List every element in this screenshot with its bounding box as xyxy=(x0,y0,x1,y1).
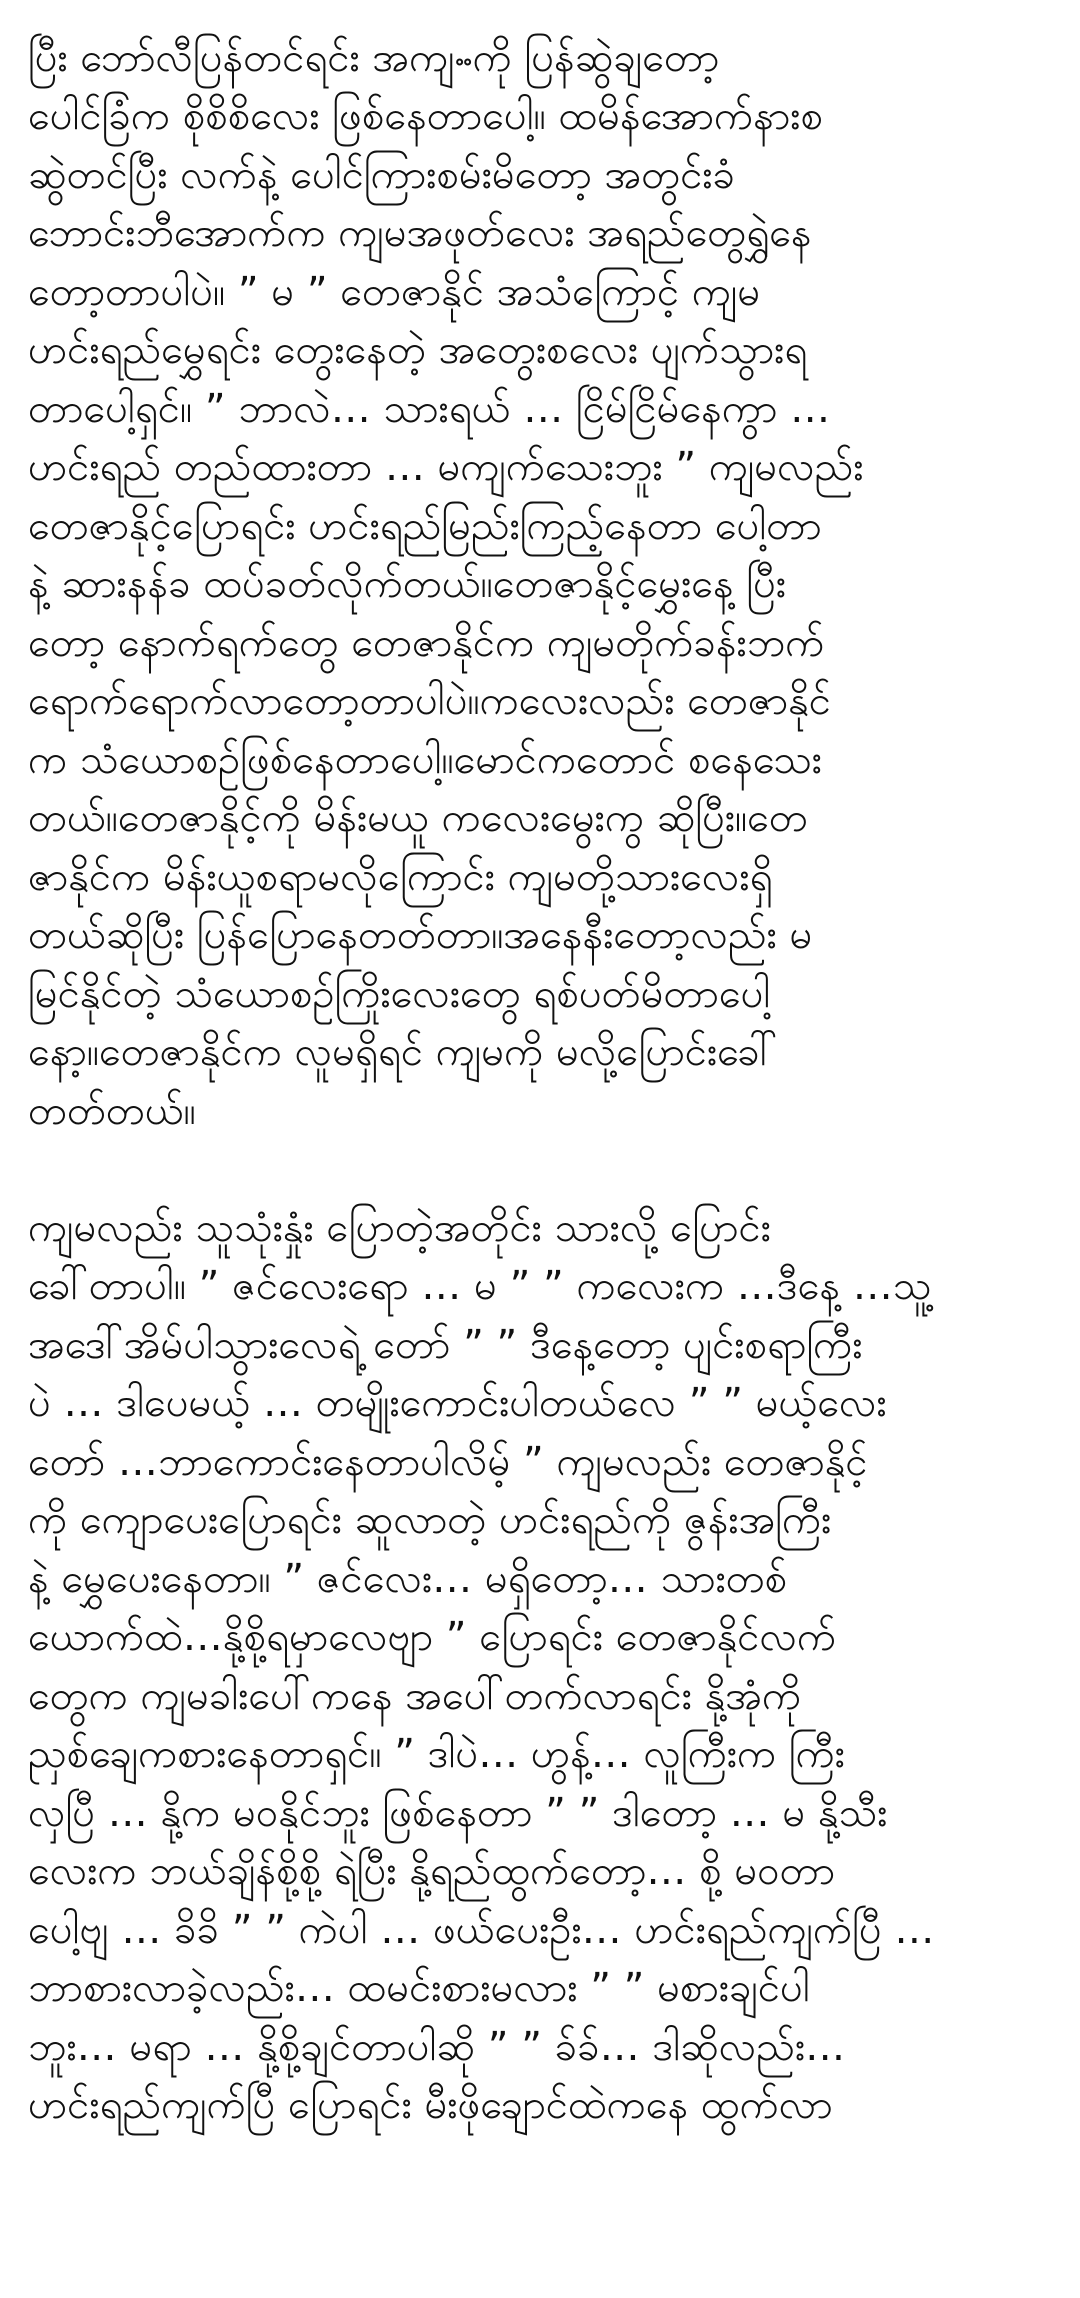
text-line: တော် …ဘာကောင်းနေတာပါလိမ့် ” ကျမလည်း တေဇာနိုင့် xyxy=(28,1438,868,1485)
text-line: ဘောင်းဘီအောက်က ကျမအဖုတ်လေး အရည်တွေရွှဲနေ xyxy=(28,210,812,256)
story-text xyxy=(28,0,1060,2135)
text-line: လေးက ဘယ်ချိန်စို့စို့ ရဲပြီး နို့ရည်ထွက်တော့… စို့ မဝတာ xyxy=(28,1848,836,1894)
text-line: နော့။တေဇာနိုင်က လူမရှိရင် ကျမကို မလို့ပြောင်းခေါ် xyxy=(28,1029,778,1075)
text-line: ကျမလည်း သူသုံးနှုံး ပြောတဲ့အတိုင်း သားလို့ ပြောင်း xyxy=(28,1204,771,1251)
text-line: တာပေါ့ရှင်။ ” ဘာလဲ… သားရယ် … ငြိမ်ငြိမ်နေကွာ … xyxy=(28,385,831,432)
text-line: ကို ကျောပေးပြောရင်း ဆူလာတဲ့ ဟင်းရည်ကို ဇွန်းအကြီး xyxy=(28,1497,832,1543)
text-line: ပေါင်ခြံက စိုစိစိလေး ဖြစ်နေတာပေါ့။ ထမိန်အောက်နားစ xyxy=(28,93,823,139)
text-line: ပြီး ဘော်လီပြန်တင်ရင်း အကျႌကို ပြန်ဆွဲချတော့ xyxy=(28,34,720,81)
text-line: ဆွဲတင်ပြီး လက်နဲ့ ပေါင်ကြားစမ်းမိတော့ အတွင်းခံ xyxy=(28,151,736,198)
paragraph-gap xyxy=(28,1140,1060,1199)
text-line: တော့ နောက်ရက်တွေ တေဇာနိုင်က ကျမတိုက်ခန်းဘက် xyxy=(28,619,825,666)
text-line: ယောက်ထဲ…နို့စို့ရမှာလေဗျာ ” ပြောရင်း တေဇာနိုင်လက် xyxy=(28,1614,837,1660)
text-line: နဲ့ ဆားနန်ခ ထပ်ခတ်လိုက်တယ်။တေဇာနိုင့်မွှေးနေ့ ပြီး xyxy=(28,561,787,607)
paragraph xyxy=(28,1199,1060,2135)
text-line: ဟင်းရည် တည်ထားတာ … မကျက်သေးဘူး ” ကျမလည်း xyxy=(28,444,864,490)
paragraph xyxy=(28,0,1060,1140)
text-line: ဟင်းရည်ကျက်ပြီ ပြောရင်း မီးဖိုချောင်ထဲကနေ ထွက်လာ xyxy=(28,2082,833,2128)
text-line: ဇာနိုင်က မိန်းယူစရာမလိုကြောင်း ကျမတို့သားလေးရှိ xyxy=(28,853,773,900)
text-line: ဟင်းရည်မွှေရင်း တွေးနေတဲ့ အတွေးစလေး ပျက်သွားရ xyxy=(28,327,808,373)
text-line: တွေက ကျမခါးပေါ်ကနေ အပေါ်တက်လာရင်း နို့အုံကို xyxy=(28,1672,802,1719)
text-line: လှပြီ … နို့က မဝနိုင်ဘူး ဖြစ်နေတာ ” ” ဒါတော့ … မ နို့သီး xyxy=(28,1789,888,1836)
text-line: တတ်တယ်။ xyxy=(28,1087,196,1134)
text-line: တေဇာနိုင့်ပြောရင်း ဟင်းရည်မြည်းကြည့်နေတာ ပေါ့တာ xyxy=(28,502,822,549)
text-line: မြင်နိုင်တဲ့ သံယောစဉ်ကြိုးလေးတွေ ရစ်ပတ်မိတာပေါ့ xyxy=(28,970,771,1017)
text-line: တယ်ဆိုပြီး ပြန်ပြောနေတတ်တာ။အနေနီးတော့လည်း မ xyxy=(28,912,813,958)
text-line: ဘာစားလာခဲ့လည်း… ထမင်းစားမလား ” ” မစားချင်ပါ xyxy=(28,1965,810,2011)
text-line: ပေါ့ဗျ … ခိခိ ” ” ကဲပါ … ဖယ်ပေးဦး… ဟင်းရည်ကျက်ပြီ … xyxy=(28,1906,935,1953)
text-line: ဘူး… မရာ … နို့စို့ချင်တာပါဆို ” ” ခ်ခ်… ဒါဆိုလည်း… xyxy=(28,2023,846,2070)
text-line: နဲ့ မွှေပေးနေတာ။ ” ဇင်လေး… မရှိတော့… သားတစ် xyxy=(28,1555,788,1602)
text-line: တယ်။တေဇာနိုင့်ကို မိန်းမယူ ကလေးမွေးကွ ဆိုပြီး။တေ xyxy=(28,795,808,841)
text-line: ရောက်ရောက်လာတော့တာပါပဲ။ကလေးလည်း တေဇာနိုင် xyxy=(28,678,831,724)
text-line: ခေါ်တာပါ။ ” ဇင်လေးရော … မ ” ” ကလေးက …ဒီနေ့ …သူ့ xyxy=(28,1263,932,1309)
text-line: က သံယောစဉ်ဖြစ်နေတာပေါ့။မောင်ကတောင် စနေသေး xyxy=(28,736,822,783)
text-line: အဒေါ်အိမ်ပါသွားလေရဲ့ တော် ” ” ဒီနေ့တော့ ပျင်းစရာကြီး xyxy=(28,1321,863,1368)
text-line: ညှစ်ချေကစားနေတာရှင်။ ” ဒါပဲ… ဟွန့်… လူကြီးက ကြီး xyxy=(28,1731,845,1777)
text-line: ပဲ … ဒါပေမယ့် … တမျိုးကောင်းပါတယ်လေ ” ” မယ့်လေး xyxy=(28,1380,887,1426)
text-line: တော့တာပါပဲ။ ” မ ” တေဇာနိုင် အသံကြောင့် ကျမ xyxy=(28,268,761,315)
